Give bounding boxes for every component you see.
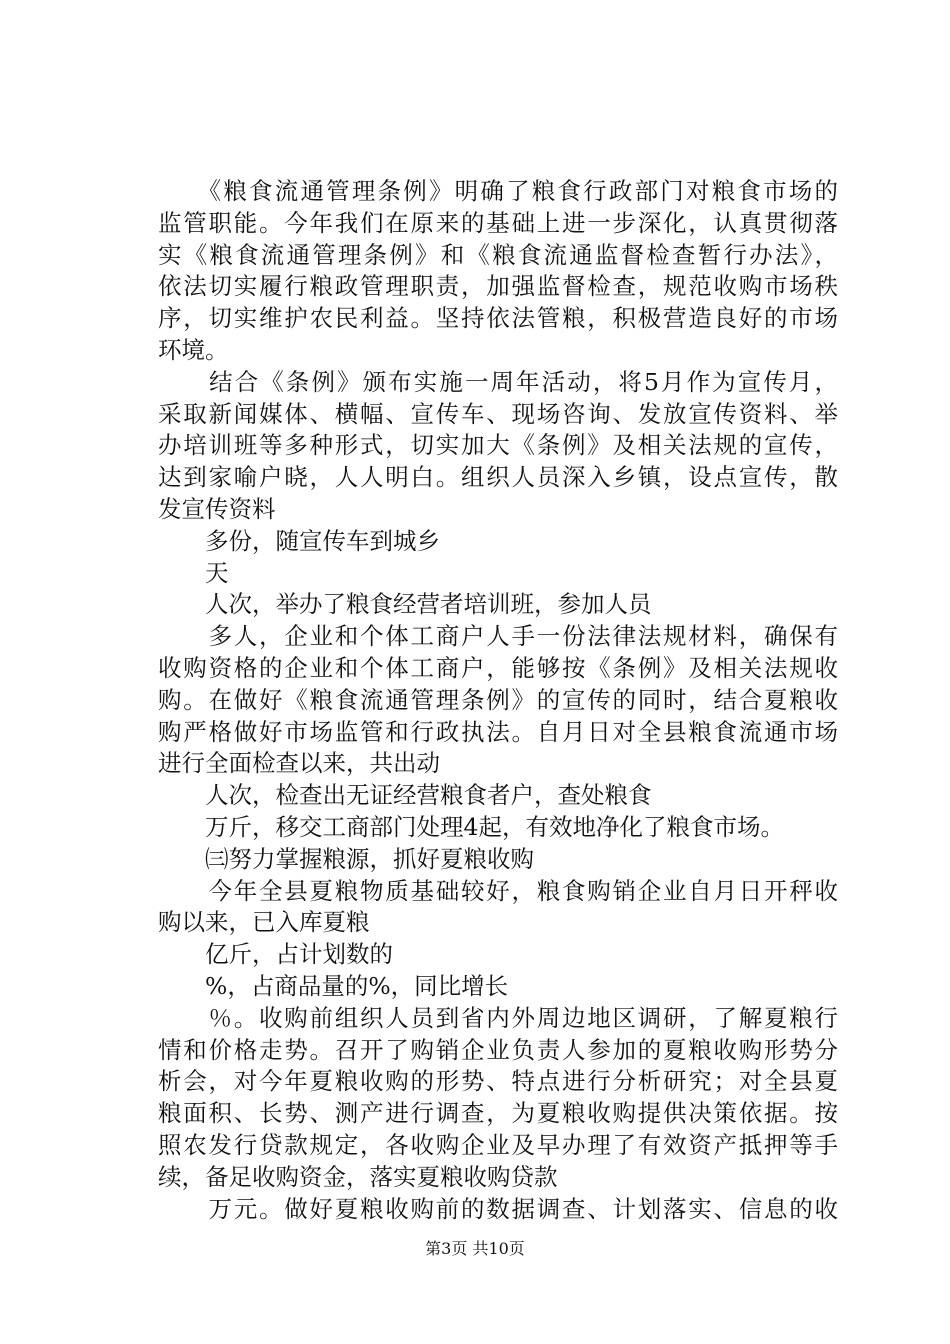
text-line: 析会，对今年夏粮收购的形势、特点进行分析研究；对全县夏 (158, 1067, 838, 1096)
body-text (158, 176, 838, 1225)
text-line: ㈢努力掌握粮源，抓好夏粮收购 (158, 844, 534, 873)
text-line: 购。在做好《粮食流通管理条例》的宣传的同时，结合夏粮收 (158, 685, 838, 714)
text-line: ％。收购前组织人员到省内外周边地区调研，了解夏粮行 (158, 1003, 838, 1032)
page-footer: 第3页 共10页 (425, 1239, 525, 1258)
text-line: 今年全县夏粮物质基础较好，粮食购销企业自月日开秤收 (158, 876, 838, 905)
text-line: 环境。 (158, 335, 229, 364)
text-line: 办培训班等多种形式，切实加大《条例》及相关法规的宣传， (158, 431, 838, 460)
text-line: 多份，随宣传车到城乡 (158, 526, 440, 555)
text-line: 结合《条例》颁布实施一周年活动，将5月作为宣传月， (158, 367, 838, 396)
text-line: 人次，检查出无证经营粮食者户，查处粮食 (158, 781, 652, 810)
text-line: 情和价格走势。召开了购销企业负责人参加的夏粮收购形势分 (158, 1035, 838, 1064)
text-line: 实《粮食流通管理条例》和《粮食流通监督检查暂行办法》， (158, 240, 838, 269)
text-line: 天 (158, 558, 229, 587)
text-line: 亿斤，占计划数的 (158, 940, 393, 969)
text-line: 发宣传资料 (158, 494, 276, 523)
text-line: %，占商品量的%，同比增长 (158, 971, 509, 1000)
text-line: 监管职能。今年我们在原来的基础上进一步深化，认真贯彻落 (158, 208, 838, 237)
text-line: 依法切实履行粮政管理职责，加强监督检查，规范收购市场秩 (158, 272, 838, 301)
text-line: 达到家喻户晓，人人明白。组织人员深入乡镇，设点宣传，散 (158, 463, 838, 492)
text-line: 人次，举办了粮食经营者培训班，参加人员 (158, 590, 652, 619)
text-line: 《粮食流通管理条例》明确了粮食行政部门对粮食市场的 (158, 177, 838, 205)
text-line: 进行全面检查以来，共出动 (158, 749, 440, 778)
text-line: 采取新闻媒体、横幅、宣传车、现场咨询、发放宣传资料、举 (158, 399, 838, 428)
text-line: 购严格做好市场监管和行政执法。自月日对全县粮食流通市场 (158, 717, 838, 746)
text-line: 万斤，移交工商部门处理4起，有效地净化了粮食市场。 (158, 812, 784, 841)
text-line: 购以来，已入库夏粮 (158, 908, 370, 937)
text-line: 收购资格的企业和个体工商户，能够按《条例》及相关法规收 (158, 653, 838, 682)
text-line: 多人，企业和个体工商户人手一份法律法规材料，确保有 (158, 622, 838, 651)
text-line: 粮面积、长势、测产进行调查，为夏粮收购提供决策依据。按 (158, 1099, 838, 1128)
text-line: 万元。做好夏粮收购前的数据调查、计划落实、信息的收 (158, 1194, 838, 1223)
text-line: 照农发行贷款规定，各收购企业及早办理了有效资产抵押等手 (158, 1130, 838, 1159)
text-line: 续，备足收购资金，落实夏粮收购贷款 (158, 1162, 558, 1191)
text-line: 序，切实维护农民利益。坚持依法管粮，积极营造良好的市场 (158, 304, 838, 333)
